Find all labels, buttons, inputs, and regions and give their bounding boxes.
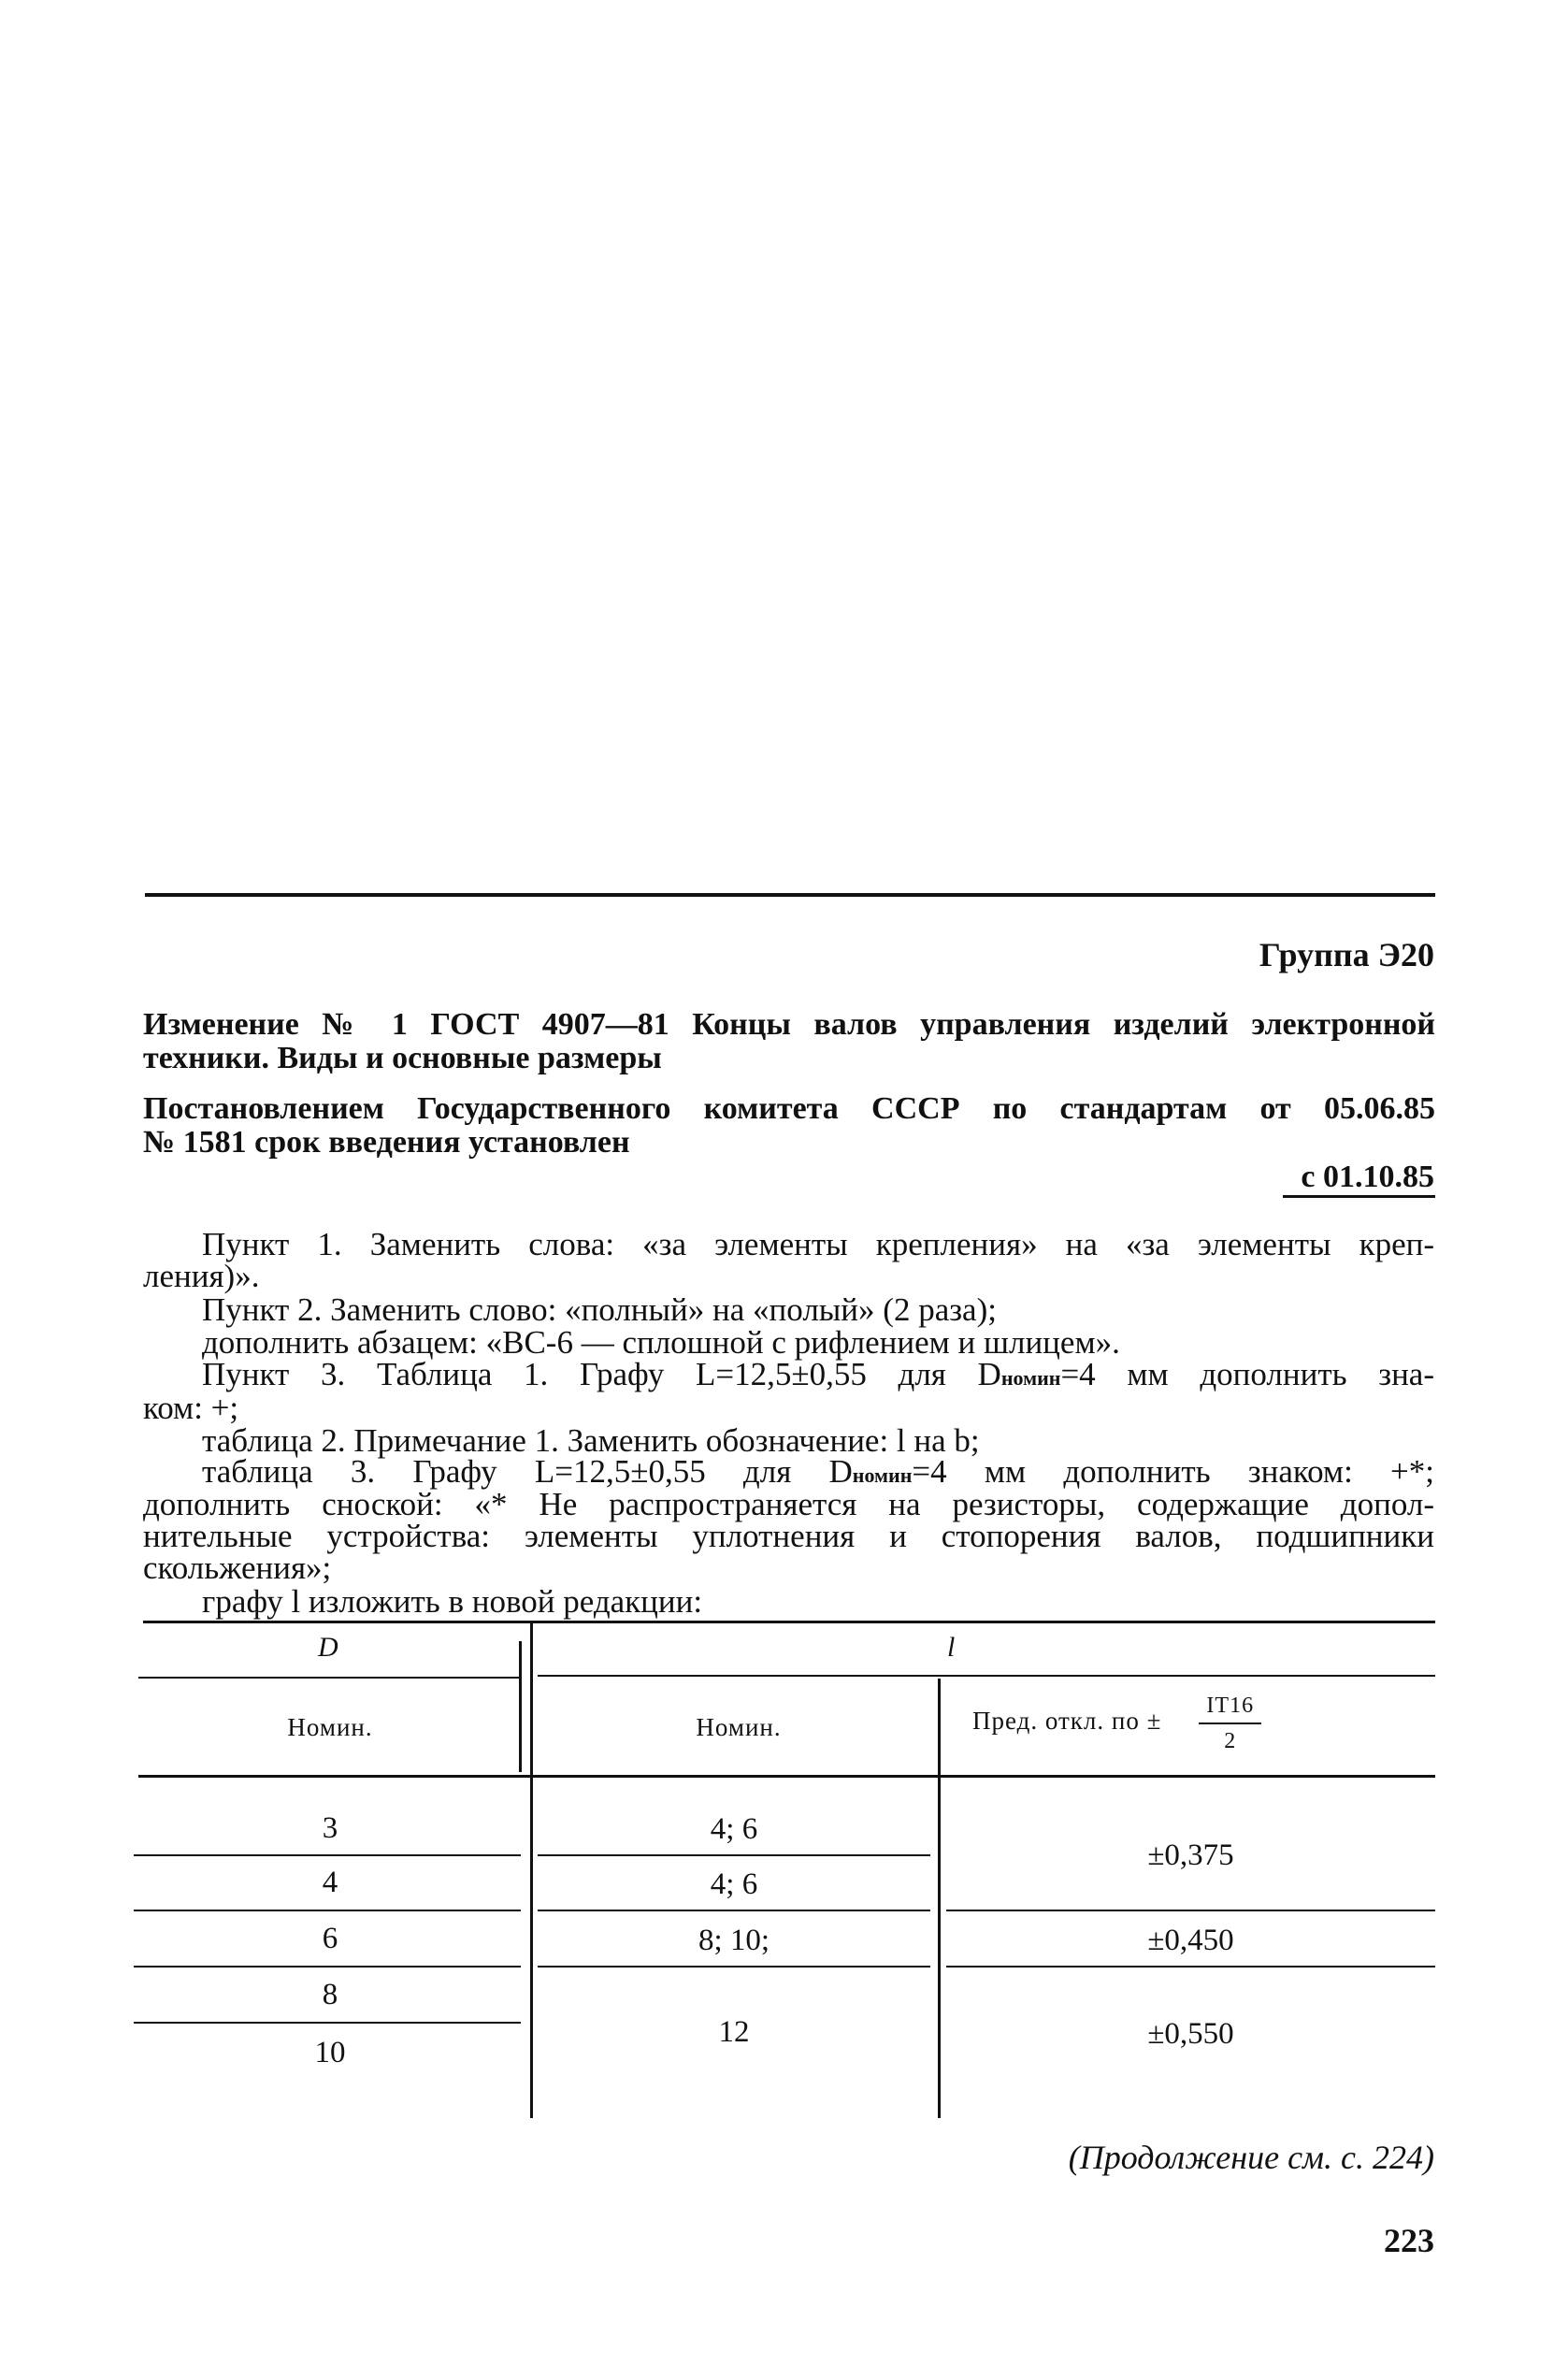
subheader-deviation xyxy=(972,1694,1421,1752)
paragraph-2-line1: Пункт 2. Заменить слово: «полный» на «полый» (2 раза); xyxy=(202,1291,997,1328)
row-rule-d-4 xyxy=(134,2022,521,2024)
cell-d-row4: 8 xyxy=(322,1978,338,2011)
it16-fraction xyxy=(1199,1694,1261,1752)
header-top-rule xyxy=(145,893,1435,897)
paragraph-5-line4: скольжения»; xyxy=(143,1550,332,1586)
deviation-prefix: Пред. откл. по ± xyxy=(972,1707,1162,1736)
paragraph-5-line3: нительные устройства: элементы уплотнения и стопорения валов, подшипники xyxy=(143,1518,1434,1554)
subscript-nomin: номин xyxy=(852,1463,913,1487)
amendment-title-line2: техники. Виды и основные размеры xyxy=(143,1041,662,1075)
table-header-subrule-right xyxy=(538,1675,1435,1677)
cell-deviation-1: ±0,375 xyxy=(1147,1838,1234,1872)
page-number: 223 xyxy=(1384,2222,1434,2259)
paragraph-5-line2: дополнить сноской: «* Не распространяется на резисторы, содержащие допол- xyxy=(143,1486,1434,1522)
paragraph-3-line1 xyxy=(202,1358,1434,1391)
paragraph-4: таблица 2. Примечание 1. Заменить обозначение: l на b; xyxy=(202,1422,980,1459)
row-rule-l-2 xyxy=(538,1910,930,1911)
paragraph-3-line2: ком: +; xyxy=(143,1390,239,1426)
row-rule-l-3 xyxy=(538,1966,930,1968)
paragraph-2-line2: дополнить абзацем: «ВС-6 — сплошной с рифлением и шлицем». xyxy=(202,1324,1120,1361)
paragraph-3-line1-tail: =4 мм дополнить зна- xyxy=(1060,1356,1434,1392)
paragraph-1-line1: Пункт 1. Заменить слова: «за элементы крепления» на «за элементы креп- xyxy=(202,1226,1434,1262)
paragraph-5-line1-tail: =4 мм дополнить знаком: +*; xyxy=(912,1453,1434,1490)
cell-l-row45: 12 xyxy=(718,2015,750,2049)
cell-l-row2: 4; 6 xyxy=(710,1867,758,1901)
amendment-title-line1: Изменение № 1 ГОСТ 4907—81 Концы валов управления изделий электронной xyxy=(143,1007,1435,1042)
table-header-subrule-left xyxy=(138,1677,522,1679)
column-header-l: l xyxy=(947,1632,956,1663)
row-rule-d-2 xyxy=(134,1910,521,1911)
effective-date: с 01.10.85 xyxy=(1301,1160,1434,1194)
effective-date-underline xyxy=(1283,1195,1435,1198)
group-label: Группа Э20 xyxy=(1259,936,1434,973)
row-rule-l-1 xyxy=(538,1854,930,1856)
paragraph-1-line2: ления)». xyxy=(143,1258,260,1294)
column-header-d: D xyxy=(318,1632,338,1663)
row-rule-dev-1 xyxy=(946,1910,1435,1911)
subscript-nomin: номин xyxy=(1000,1366,1061,1390)
table-vrule-main xyxy=(530,1622,533,2118)
fraction-denominator: 2 xyxy=(1224,1729,1237,1753)
cell-deviation-3: ±0,550 xyxy=(1147,2017,1234,2051)
cell-l-row3: 8; 10; xyxy=(698,1924,770,1957)
continuation-note: (Продолжение см. с. 224) xyxy=(1068,2139,1434,2176)
paragraph-5-line1 xyxy=(202,1455,1434,1488)
cell-d-row5: 10 xyxy=(314,2036,346,2069)
subheader-nomin-l: Номин. xyxy=(696,1713,782,1741)
paragraph-6: графу l изложить в новой редакции: xyxy=(202,1583,703,1620)
row-rule-d-1 xyxy=(134,1854,521,1856)
subheader-nomin-d: Номин. xyxy=(287,1713,373,1741)
cell-deviation-2: ±0,450 xyxy=(1147,1924,1234,1957)
table-top-rule xyxy=(143,1621,1435,1623)
cell-l-row1: 4; 6 xyxy=(710,1812,758,1846)
paragraph-5-line1-head: таблица 3. Графу L=12,5±0,55 для D xyxy=(202,1453,853,1490)
row-rule-d-3 xyxy=(134,1966,521,1968)
decree-line2: № 1581 срок введения установлен xyxy=(143,1125,630,1160)
paragraph-3-line1-head: Пункт 3. Таблица 1. Графу L=12,5±0,55 для D xyxy=(202,1356,1001,1392)
table-header-bottom-rule xyxy=(138,1775,1435,1778)
cell-d-row2: 4 xyxy=(322,1866,338,1899)
table-vrule-dev xyxy=(938,1679,941,2118)
row-rule-dev-2 xyxy=(946,1966,1435,1968)
cell-d-row3: 6 xyxy=(322,1922,338,1955)
table-vrule-header-tick xyxy=(519,1641,522,1772)
fraction-numerator: IT16 xyxy=(1199,1694,1261,1724)
decree-line1: Постановлением Государственного комитета СССР по стандартам от 05.06.85 xyxy=(143,1091,1435,1126)
cell-d-row1: 3 xyxy=(322,1811,338,1845)
